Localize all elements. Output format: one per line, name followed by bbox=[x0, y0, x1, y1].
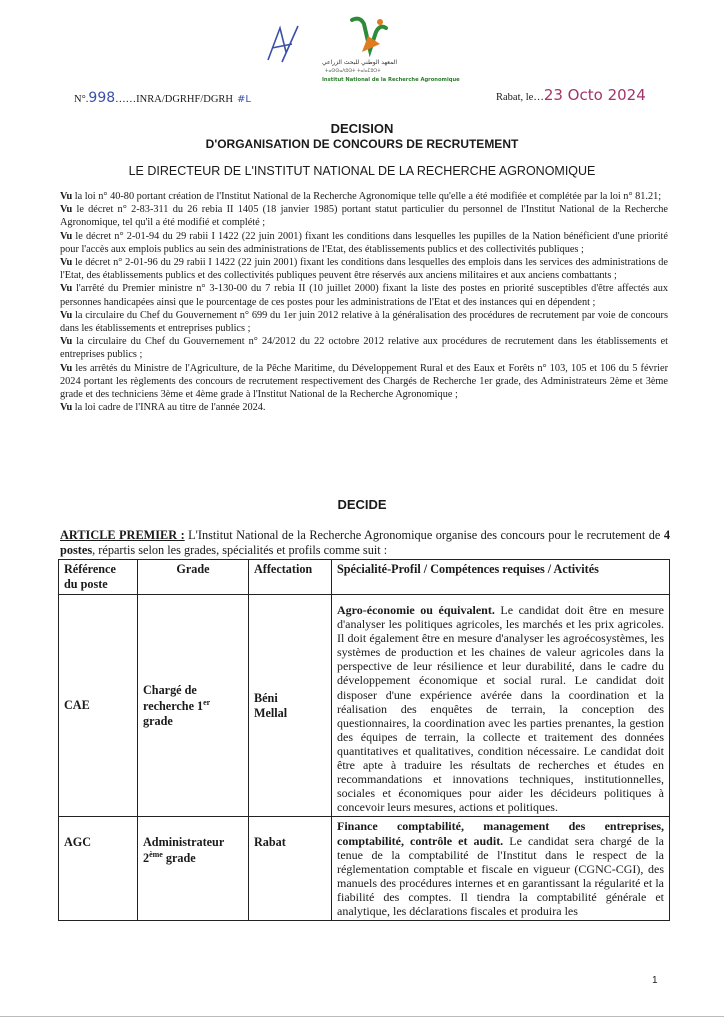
ref-prefix: N°. bbox=[74, 94, 89, 105]
article-premier bbox=[60, 528, 670, 558]
cell-specialty bbox=[332, 817, 670, 921]
document-subtitle: D'ORGANISATION DE CONCOURS DE RECRUTEMENT bbox=[205, 137, 519, 151]
consideration-item bbox=[60, 309, 668, 335]
article-label: ARTICLE PREMIER : bbox=[60, 528, 185, 542]
date-line bbox=[496, 86, 646, 104]
specialty-description: Le candidat doit être en mesure d'analyser les politiques agricoles, les marchés et les prix agricoles. Il doit également être en mesure d'analyser les agroécosystèmes, les systèmes de production et les chaines de valeur agricoles dans la perspective de leur résilience et leur durabilité, dans le cadre du développement économique et social rural. Le candidat doit disposer d'une expérience avérée dans la coordination et la réalisation des enquêtes de terrain, la conception des questionnaires, la coordination avec les parties prenantes, la gestion des équipes de terrain, la collecte et traitement des données quantitatives et qualitatives, condition nécessaire. Le candidat doit être apte à traduire les résultats de recherches et études en recommandations et innovations techniques, institutionnelles, sociales et économiques pour aider les décideurs politiques à concevoir leurs mesures, actions et politiques. bbox=[337, 603, 664, 815]
consideration-text: la loi cadre de l'INRA au titre de l'année 2024. bbox=[72, 402, 266, 414]
logo-arabic-text: المعهد الوطني للبحث الزراعي bbox=[322, 59, 398, 66]
specialty-title: Finance comptabilité, management des entreprises, comptabilité, contrôle et audit. bbox=[337, 819, 664, 848]
consideration-item bbox=[60, 203, 668, 229]
table-row bbox=[59, 595, 670, 817]
consideration-lead: Vu bbox=[60, 204, 73, 216]
consideration-text: la loi n° 40-80 portant création de l'Institut National de la Recherche Agronomique telle qu'elle a été modifiée et complétée par la loi n° 81.21; bbox=[72, 191, 662, 202]
article-text-before: L'Institut National de la Recherche Agronomique organise des concours pour le recrutement de bbox=[184, 528, 664, 542]
consideration-item bbox=[60, 230, 668, 256]
consideration-text: l'arrêté du Premier ministre n° 3-130-00 du 7 rebia II (10 juillet 2000) fixant la liste des postes en priorité susceptibles d'être affectés aux personnes handicapées ainsi que le pourcentage de ces postes pour les administrations de l'Etat et des instances qui en dépendent ; bbox=[60, 283, 668, 308]
cell-grade: Administrateur 2ème grade bbox=[138, 817, 249, 921]
consideration-item bbox=[60, 362, 668, 402]
header-specialty: Spécialité-Profil / Compétences requises / Activités bbox=[332, 560, 670, 595]
consideration-text: le décret n° 2-01-96 du 29 rabii I 1422 (22 juin 2001) fixant les conditions dans lesquelles des emplois dans les services des administrations de l'Etat, des établissements publics et des collectivités publiques peuvent être réservés aux anciens militaires et aux anciens combattants ; bbox=[60, 257, 668, 282]
ref-suffix: ……INRA/DGRHF/DGRH bbox=[115, 94, 233, 105]
consideration-lead: Vu bbox=[60, 283, 73, 295]
cell-grade: Chargé de recherche 1er grade bbox=[138, 595, 249, 817]
specialty-title: Agro-économie ou équivalent. bbox=[337, 603, 495, 617]
consideration-lead: Vu bbox=[60, 336, 73, 348]
document-title: DECISION bbox=[330, 121, 394, 136]
consideration-lead: Vu bbox=[60, 191, 73, 202]
table-row bbox=[59, 817, 670, 921]
consideration-text: le décret n° 2-83-311 du 26 rebia II 1405 (18 janvier 1985) portant statut particulier du personnel de l'Institut National de la Recherche Agronomique, tel qu'il a été modifié et complété ; bbox=[60, 204, 668, 229]
consideration-item bbox=[60, 256, 668, 282]
header-grade: Grade bbox=[138, 560, 249, 595]
inra-logo-icon bbox=[322, 14, 412, 58]
reference-number-line bbox=[74, 90, 251, 106]
consideration-text: les arrêtés du Ministre de l'Agriculture, de la Pêche Maritime, du Développement Rural et des Eaux et Forêts n° 103, 105 et 106 du 5 février 2024 portant les règlements des concours de recrutement respectivement des Chargés de Recherche 1er grade, des Administrateurs 2ème et 3ème grade et des techniciens 3ème et 4ème grade à l'Institut National de la Recherche Agronomique ; bbox=[60, 362, 668, 401]
cell-affectation: Béni Mellal bbox=[249, 595, 332, 817]
consideration-lead: Vu bbox=[60, 257, 73, 269]
page-number: 1 bbox=[652, 975, 658, 986]
consideration-lead: Vu bbox=[60, 362, 73, 374]
specialty-description: Le candidat sera chargé de la tenue de la comptabilité de l'Institut dans le respect de la réglementation comptable et fiscale en vigueur (CGNC-CGI), des manuels des procédures internes et en garantissant la régularité et la fiabilité des comptes. Il tiendra la comptabilité générale et analytique, les déclarations fiscales et produira les bbox=[337, 833, 664, 918]
table-header-row bbox=[59, 560, 670, 595]
consideration-lead: Vu bbox=[60, 402, 73, 414]
consideration-lead: Vu bbox=[60, 230, 73, 242]
consideration-text: la circulaire du Chef du Gouvernement n° 699 du 1er juin 2012 relative à la généralisation des procédures de recrutement par voie de concours dans les établissements et entreprises publics ; bbox=[60, 309, 668, 335]
consideration-lead: Vu bbox=[60, 309, 73, 321]
ref-initials: #L bbox=[237, 94, 251, 105]
bottom-edge-line bbox=[0, 1016, 724, 1017]
consideration-item bbox=[60, 401, 668, 414]
inra-logo bbox=[322, 14, 460, 92]
consideration-item bbox=[60, 282, 668, 308]
director-heading: LE DIRECTEUR DE L'INSTITUT NATIONAL DE LA RECHERCHE AGRONOMIQUE bbox=[128, 164, 596, 178]
recruitment-table bbox=[58, 559, 670, 921]
considerations-list bbox=[60, 190, 668, 414]
header-reference: Référence du poste bbox=[59, 560, 138, 595]
logo-french-text: Institut National de la Recherche Agronomique bbox=[322, 77, 460, 83]
consideration-text: la circulaire du Chef du Gouvernement n° 24/2012 du 22 octobre 2012 relative aux procédures de recrutement dans les établissements et entreprises publics ; bbox=[60, 336, 668, 361]
consideration-text: le décret n° 2-01-94 du 29 rabii I 1422 (22 juin 2001) fixant les conditions dans lesquelles les pupilles de la Nation bénéficient d'une priorité pour l'accès aux emplois publics au sein des administrations de l'Etat, des établissements publics et des collectivités publiques ; bbox=[60, 230, 668, 255]
cell-affectation: Rabat bbox=[249, 817, 332, 921]
ref-number: 998 bbox=[88, 90, 116, 106]
cell-specialty bbox=[332, 595, 670, 817]
logo-tifinagh-text: ⵜⴰⵙⵙⴰⴷⵓⵙⵜ ⵜⴰⵏⴰⵎⵓⵔⵜ bbox=[325, 69, 381, 74]
decide-heading: DECIDE bbox=[337, 497, 387, 512]
cell-reference: CAE bbox=[59, 595, 138, 817]
cell-reference: AGC bbox=[59, 817, 138, 921]
date-prefix: Rabat, le… bbox=[496, 92, 544, 103]
handwritten-initials-mark bbox=[262, 22, 302, 68]
article-post-count: 4 postes bbox=[60, 528, 670, 557]
consideration-item bbox=[60, 335, 668, 361]
consideration-item bbox=[60, 190, 668, 203]
date-stamp: 23 Octo 2024 bbox=[543, 86, 646, 104]
article-text-after: , répartis selon les grades, spécialités et profils comme suit : bbox=[92, 543, 388, 557]
header-affectation: Affectation bbox=[249, 560, 332, 595]
